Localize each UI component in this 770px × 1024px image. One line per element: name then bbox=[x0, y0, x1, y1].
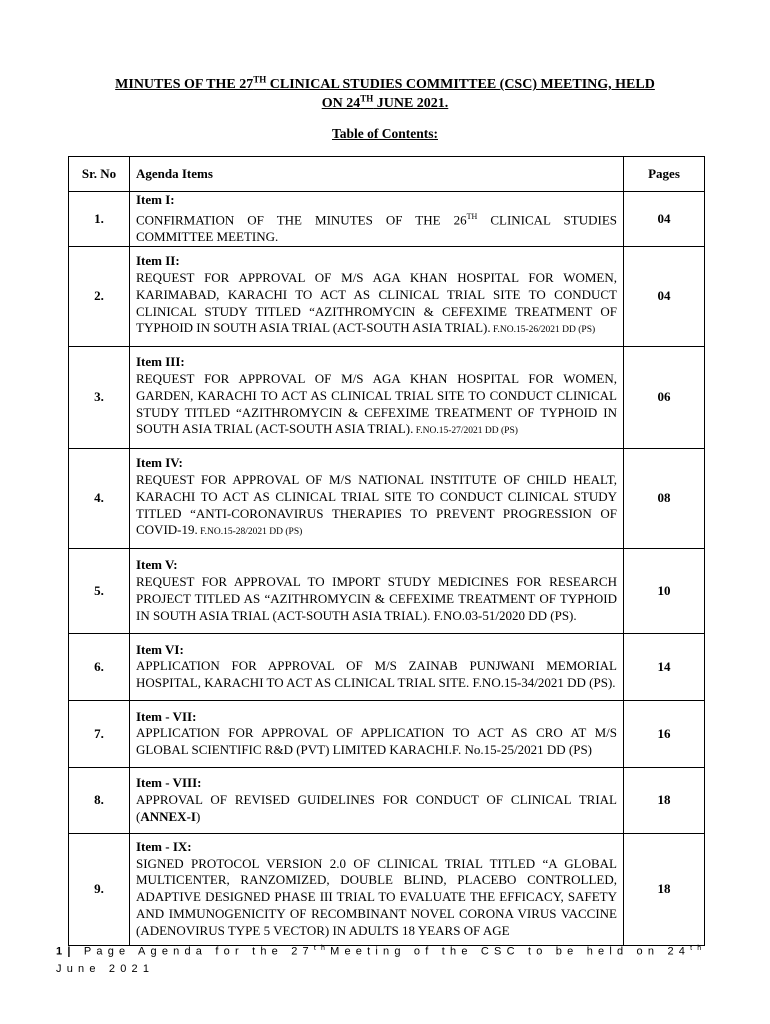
item-heading: Item II: bbox=[136, 253, 180, 269]
row-sr-no: 7. bbox=[69, 700, 130, 767]
table-row bbox=[69, 833, 705, 945]
item-heading: Item - VII: bbox=[136, 708, 197, 724]
row-sr-no: 4. bbox=[69, 448, 130, 548]
row-page-number: 18 bbox=[624, 767, 705, 833]
item-heading: Item - VIII: bbox=[136, 775, 202, 791]
footer-separator: | bbox=[67, 945, 76, 958]
item-heading: Item V: bbox=[136, 557, 178, 573]
footer-sup-2: th bbox=[690, 945, 707, 952]
row-page-number: 04 bbox=[624, 192, 705, 247]
row-agenda-item bbox=[130, 346, 624, 448]
toc-heading: Table of Contents: bbox=[331, 126, 438, 141]
row-page-number: 14 bbox=[624, 633, 705, 700]
table-row bbox=[69, 548, 705, 633]
row-agenda-item bbox=[130, 448, 624, 548]
file-reference: F.NO.15-28/2021 DD (PS) bbox=[197, 527, 303, 538]
footer-sup: th bbox=[313, 945, 331, 952]
table-row bbox=[69, 700, 705, 767]
item-description: APPLICATION FOR APPROVAL OF M/S ZAINAB PUNJWANI MEMORIAL HOSPITAL, KARACHI TO ACT AS CLINICAL TRIAL SITE. F.NO.15-34/2021 DD (PS). bbox=[136, 658, 617, 691]
agenda-table bbox=[68, 156, 705, 946]
header-sr-no: Sr. No bbox=[69, 157, 130, 192]
item-description: APPLICATION FOR APPROVAL OF APPLICATION TO ACT AS CRO AT M/S GLOBAL SCIENTIFIC R&D (PVT) LIMITED KARACHI.F. No.15-25/2021 DD (PS) bbox=[136, 725, 617, 758]
row-agenda-item bbox=[130, 833, 624, 945]
title-line-1: MINUTES OF THE 27TH CLINICAL STUDIES COMMITTEE (CSC) MEETING, HELD bbox=[115, 74, 655, 92]
row-sr-no: 5. bbox=[69, 548, 130, 633]
row-agenda-item bbox=[130, 767, 624, 833]
page-footer bbox=[56, 940, 716, 978]
row-page-number: 04 bbox=[624, 246, 705, 346]
footer-text-2: Meeting of the CSC to be held on 24 bbox=[330, 945, 691, 958]
item-heading: Item IV: bbox=[136, 455, 183, 471]
item-heading: Item - IX: bbox=[136, 838, 192, 854]
item-heading: Item I: bbox=[136, 192, 175, 207]
table-row bbox=[69, 192, 705, 247]
row-agenda-item bbox=[130, 633, 624, 700]
row-agenda-item bbox=[130, 700, 624, 767]
row-agenda-item bbox=[130, 548, 624, 633]
header-pages: Pages bbox=[624, 157, 705, 192]
row-sr-no: 6. bbox=[69, 633, 130, 700]
item-description: REQUEST FOR APPROVAL TO IMPORT STUDY MEDICINES FOR RESEARCH PROJECT TITLED AS “AZITHROMYCIN & CEFEXIME TREATMENT OF TYPHOID IN SOUTH ASIA TRIAL (ACT-SOUTH ASIA TRIAL). F.NO.03-51/2020 DD (PS). bbox=[136, 573, 617, 623]
row-agenda-item bbox=[130, 246, 624, 346]
row-page-number: 06 bbox=[624, 346, 705, 448]
header-agenda-items: Agenda Items bbox=[130, 157, 624, 192]
item-description: REQUEST FOR APPROVAL OF M/S NATIONAL INSTITUTE OF CHILD HEALT, KARACHI TO ACT AS CLINICAL TRIAL SITE TO CONDUCT CLINICAL STUDY TITLED “ANTI-CORONAVIRUS THERAPIES TO PREVENT PROGRESSION OF COVID-19. F.NO.15-28/2021 DD (PS) bbox=[136, 472, 617, 538]
row-page-number: 18 bbox=[624, 833, 705, 945]
item-description: CONFIRMATION OF THE MINUTES OF THE 26TH CLINICAL STUDIES COMMITTEE MEETING. bbox=[136, 211, 617, 244]
row-sr-no: 8. bbox=[69, 767, 130, 833]
item-heading: Item III: bbox=[136, 354, 185, 370]
row-sr-no: 9. bbox=[69, 833, 130, 945]
footer-page-number: 1 bbox=[56, 945, 68, 958]
table-row bbox=[69, 346, 705, 448]
row-sr-no: 1. bbox=[69, 192, 130, 247]
table-row bbox=[69, 767, 705, 833]
document-title bbox=[60, 75, 710, 113]
title-line-2: ON 24TH JUNE 2021. bbox=[321, 93, 449, 111]
item-description: APPROVAL OF REVISED GUIDELINES FOR CONDUCT OF CLINICAL TRIAL (ANNEX-I) bbox=[136, 791, 617, 824]
table-row bbox=[69, 633, 705, 700]
row-page-number: 16 bbox=[624, 700, 705, 767]
table-header-row bbox=[69, 157, 705, 192]
table-row bbox=[69, 448, 705, 548]
row-page-number: 10 bbox=[624, 548, 705, 633]
item-description: SIGNED PROTOCOL VERSION 2.0 OF CLINICAL TRIAL TITLED “A GLOBAL MULTICENTER, RANZOMIZED, DOUBLE BLIND, PLACEBO CONTROLLED, ADAPTIVE DESIGNED PHASE III TRIAL TO EVALUATE THE EFFICACY, SAFETY AND IMMUNOGENICITY OF RECOMBINANT NOVEL CORONA VIRUS VACCINE (ADENOVIRUS TYPE 5 VECTOR) IN ADULTS 18 YEARS OF AGE bbox=[136, 855, 617, 938]
item-heading: Item VI: bbox=[136, 641, 184, 657]
row-page-number: 08 bbox=[624, 448, 705, 548]
item-description: REQUEST FOR APPROVAL OF M/S AGA KHAN HOSPITAL FOR WOMEN, GARDEN, KARACHI TO ACT AS CLINICAL TRIAL SITE TO CONDUCT CLINICAL STUDY TITLED “AZITHROMYCIN & CEFEXIME TREATMENT OF TYPHOID IN SOUTH ASIA TRIAL (ACT-SOUTH ASIA TRIAL). F.NO.15-27/2021 DD (PS) bbox=[136, 371, 617, 437]
file-reference: F.NO.15-27/2021 DD (PS) bbox=[413, 426, 518, 437]
footer-text-3: June 2021 bbox=[56, 962, 155, 975]
footer-text: Page Agenda for the 27 bbox=[75, 945, 314, 958]
row-sr-no: 3. bbox=[69, 346, 130, 448]
item-description: REQUEST FOR APPROVAL OF M/S AGA KHAN HOSPITAL FOR WOMEN, KARIMABAD, KARACHI TO ACT AS CLINICAL TRIAL SITE TO CONDUCT CLINICAL STUDY TITLED “AZITHROMYCIN & CEFEXIME TREATMENT OF TYPHOID IN SOUTH ASIA TRIAL (ACT-SOUTH ASIA TRIAL). F.NO.15-26/2021 DD (PS) bbox=[136, 270, 617, 336]
row-agenda-item bbox=[130, 192, 624, 247]
file-reference: F.NO.15-26/2021 DD (PS) bbox=[490, 325, 596, 336]
table-row bbox=[69, 246, 705, 346]
row-sr-no: 2. bbox=[69, 246, 130, 346]
